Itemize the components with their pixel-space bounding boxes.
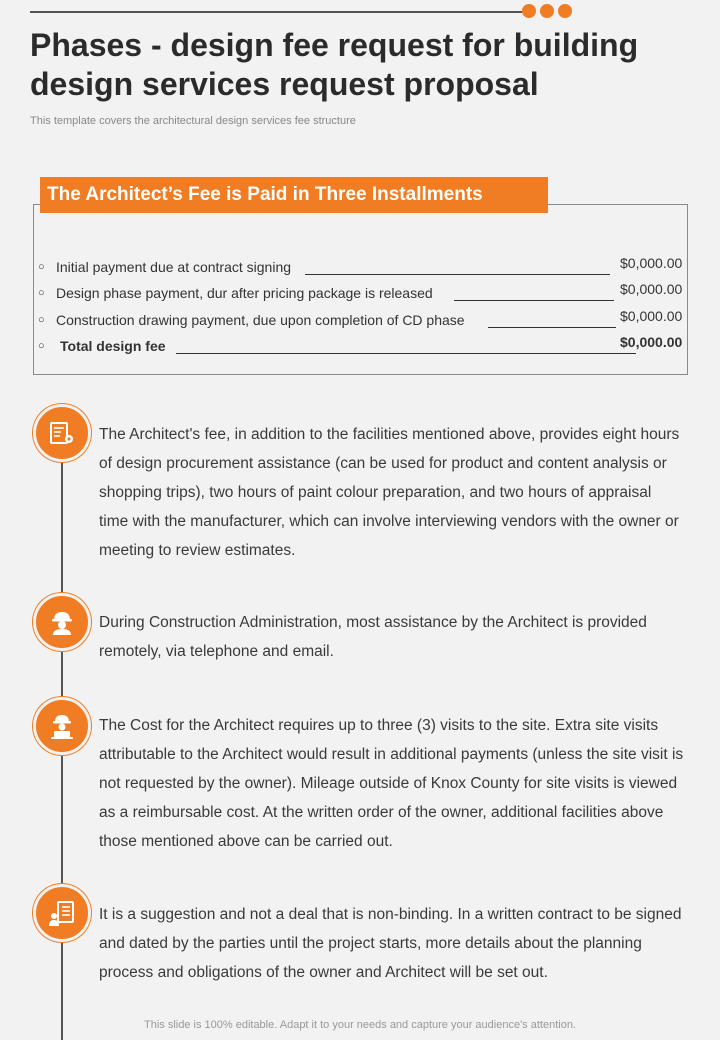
fee-item-amount: $0,000.00 <box>620 281 683 297</box>
fee-item-amount: $0,000.00 <box>620 308 683 324</box>
engineer-helmet-icon <box>48 608 76 636</box>
timeline-text: It is a suggestion and not a deal that is non-binding. In a written contract to be signed and dated by the parties until the project starts, more details about the planning process and obligations of the owner and Architect will be set out. <box>99 906 682 981</box>
fill-in-line <box>454 300 614 301</box>
fee-item-label: Initial payment due at contract signing <box>56 259 292 275</box>
decorative-dot <box>522 4 536 18</box>
timeline-text: The Cost for the Architect requires up to three (3) visits to the site. Extra site visits attributable to the Architect would result in additional payments (unless the site visit is not requested by the owner). Mileage outside of Knox County for site visits is viewed as a reimbursable cost. At the written order of the owner, additional facilities above those mentioned above can be carried out. <box>99 717 684 850</box>
fee-item <box>38 255 688 281</box>
fill-in-line <box>176 353 636 354</box>
page-subtitle: This template covers the architectural design services fee structure <box>30 115 356 127</box>
decorative-dot <box>540 4 554 18</box>
fee-section-heading: The Architect’s Fee is Paid in Three Installments <box>40 177 548 213</box>
fee-total-row <box>38 334 688 360</box>
fee-item-label: Construction drawing payment, due upon completion of CD phase <box>56 312 465 328</box>
fee-item <box>38 281 688 307</box>
fee-item-label: Design phase payment, dur after pricing package is released <box>56 285 433 301</box>
decorative-dot <box>558 4 572 18</box>
checklist-person-icon <box>48 899 76 927</box>
timeline-text: The Architect's fee, in addition to the facilities mentioned above, provides eight hours of design procurement assistance (can be used for product and content analysis or shopping trips), two hours of paint colour preparation, and two hours of appraisal time with the manufacturer, which can involve interviewing vendors with the owner or meeting to review estimates. <box>99 426 680 559</box>
bullet-icon: ○ <box>38 340 45 352</box>
fee-total-label: Total design fee <box>60 338 166 354</box>
fill-in-line <box>305 274 610 275</box>
bullet-icon: ○ <box>38 314 45 326</box>
timeline-icon <box>33 404 91 462</box>
bullet-icon: ○ <box>38 261 45 273</box>
timeline-icon <box>33 697 91 755</box>
engineer-laptop-icon <box>48 712 76 740</box>
timeline-icon <box>33 593 91 651</box>
top-divider-line <box>30 11 522 13</box>
fill-in-line <box>488 327 616 328</box>
bullet-icon: ○ <box>38 287 45 299</box>
footer-note: This slide is 100% editable. Adapt it to your needs and capture your audience's attention. <box>144 1019 576 1031</box>
page-title: Phases - design fee request for building design services request proposal <box>30 27 639 102</box>
blueprint-gear-icon <box>48 419 76 447</box>
fee-item <box>38 308 688 334</box>
fee-item-amount: $0,000.00 <box>620 255 683 271</box>
timeline-text: During Construction Administration, most assistance by the Architect is provided remotely, via telephone and email. <box>99 614 647 660</box>
fee-total-amount: $0,000.00 <box>620 334 683 350</box>
timeline-icon <box>33 884 91 942</box>
